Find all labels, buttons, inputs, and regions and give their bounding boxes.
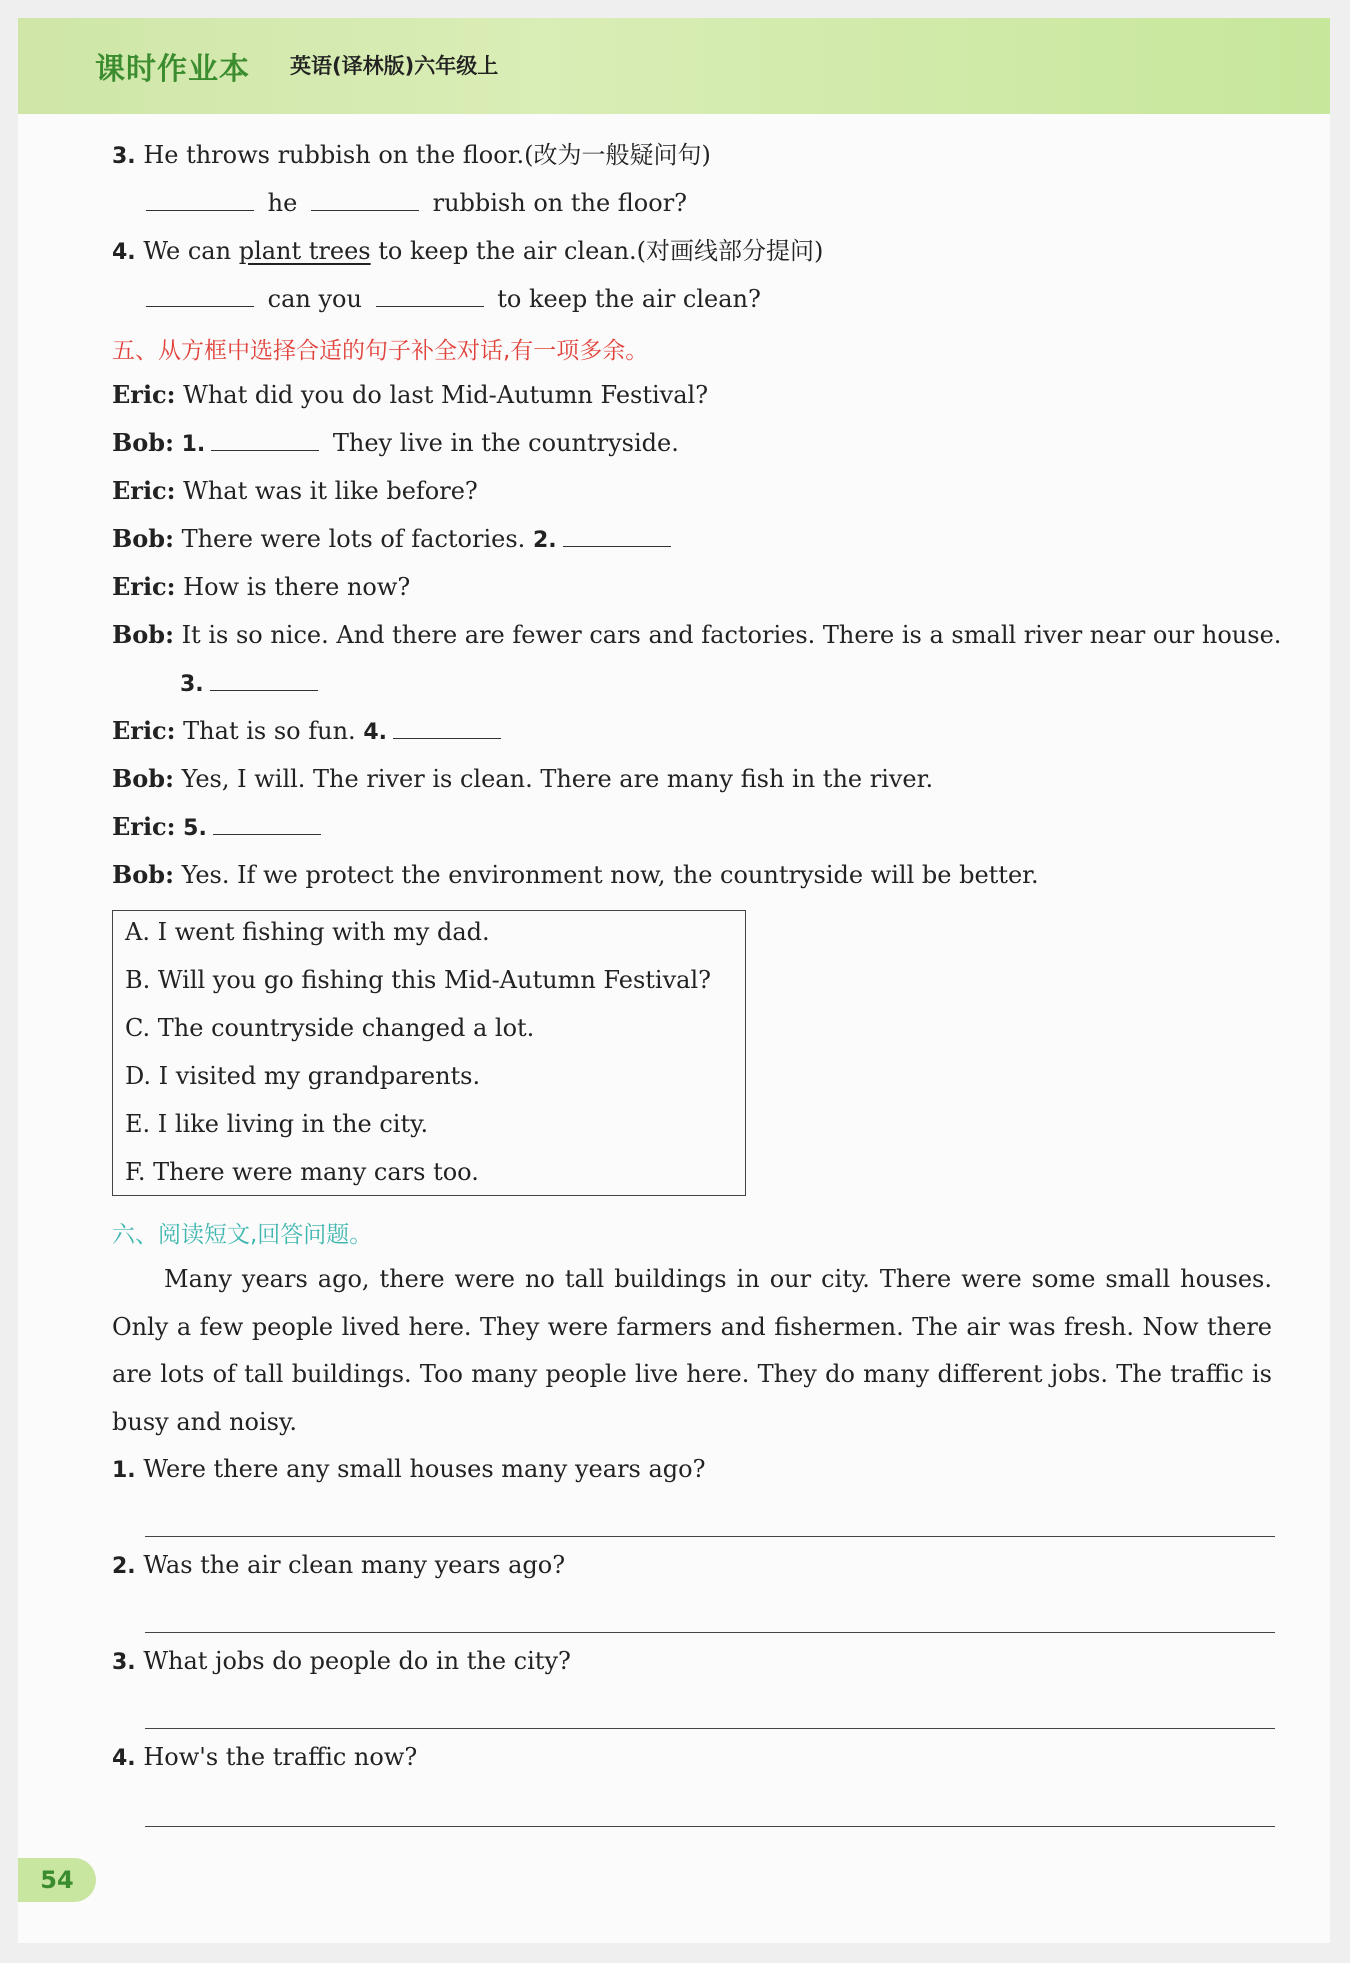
dialogue-line: Eric: 5. — [112, 812, 327, 844]
option-c: C. The countryside changed a lot. — [125, 1014, 535, 1042]
blank[interactable] — [146, 284, 254, 307]
dialogue-line: Bob: There were lots of factories. 2. — [112, 524, 677, 556]
blank-5[interactable] — [213, 812, 321, 835]
answer-line-4: can you to keep the air clean? — [140, 284, 761, 314]
underlined-phrase: plant trees — [238, 237, 371, 265]
dialogue-line: Bob: It is so nice. And there are fewer cars and factories. There is a small river near our house. — [112, 620, 1282, 649]
reading-question-1: 1. Were there any small houses many years ago? — [112, 1455, 706, 1483]
dialogue-line: Eric: That is so fun. 4. — [112, 716, 507, 748]
blank[interactable] — [311, 188, 419, 211]
option-d: D. I visited my grandparents. — [125, 1062, 481, 1090]
option-f: F. There were many cars too. — [125, 1158, 479, 1186]
blank[interactable] — [146, 188, 254, 211]
blank-4[interactable] — [393, 716, 501, 739]
dialogue-line: 3. — [180, 668, 324, 700]
blank-3[interactable] — [210, 668, 318, 691]
section-6-title: 六、阅读短文,回答问题。 — [112, 1222, 373, 1248]
dialogue-line: Bob: Yes. If we protect the environment now, the countryside will be better. — [112, 860, 1039, 889]
blank-1[interactable] — [211, 428, 319, 451]
dialogue-line: Bob: Yes, I will. The river is clean. There are many fish in the river. — [112, 764, 934, 793]
option-a: A. I went fishing with my dad. — [125, 918, 490, 946]
reading-passage: Many years ago, there were no tall buildings in our city. There were some small houses. Only a few people lived here. They were farmers and fishermen. The air was fresh. Now there are lots of tall buildings. Too many people live here. They do many different jobs. The traffic is busy and noisy. — [112, 1265, 1272, 1436]
option-e: E. I like living in the city. — [125, 1110, 429, 1138]
options-box — [112, 910, 746, 1196]
blank[interactable] — [376, 284, 484, 307]
page-number: 54 — [18, 1858, 96, 1902]
answer-line[interactable] — [145, 1632, 1275, 1633]
book-title: 课时作业本 — [95, 52, 250, 87]
dialogue-line: Eric: What was it like before? — [112, 476, 478, 505]
blank-2[interactable] — [563, 524, 671, 547]
reading-question-3: 3. What jobs do people do in the city? — [112, 1647, 571, 1675]
reading-question-2: 2. Was the air clean many years ago? — [112, 1551, 566, 1579]
dialogue-line: Eric: How is there now? — [112, 572, 411, 601]
answer-line[interactable] — [145, 1728, 1275, 1729]
question-4: 4. We can plant trees to keep the air clean.(对画线部分提问) — [112, 237, 824, 265]
answer-line-3: he rubbish on the floor? — [140, 188, 687, 218]
dialogue-line: Eric: What did you do last Mid-Autumn Festival? — [112, 380, 709, 409]
section-5-title: 五、从方框中选择合适的句子补全对话,有一项多余。 — [112, 338, 649, 364]
reading-question-4: 4. How's the traffic now? — [112, 1743, 418, 1771]
option-b: B. Will you go fishing this Mid-Autumn Festival? — [125, 966, 712, 994]
answer-line[interactable] — [145, 1826, 1275, 1827]
question-3: 3. He throws rubbish on the floor.(改为一般疑问句) — [112, 141, 711, 169]
answer-line[interactable] — [145, 1536, 1275, 1537]
book-subtitle: 英语(译林版)六年级上 — [290, 54, 499, 78]
dialogue-line: Bob: 1. They live in the countryside. — [112, 428, 679, 457]
